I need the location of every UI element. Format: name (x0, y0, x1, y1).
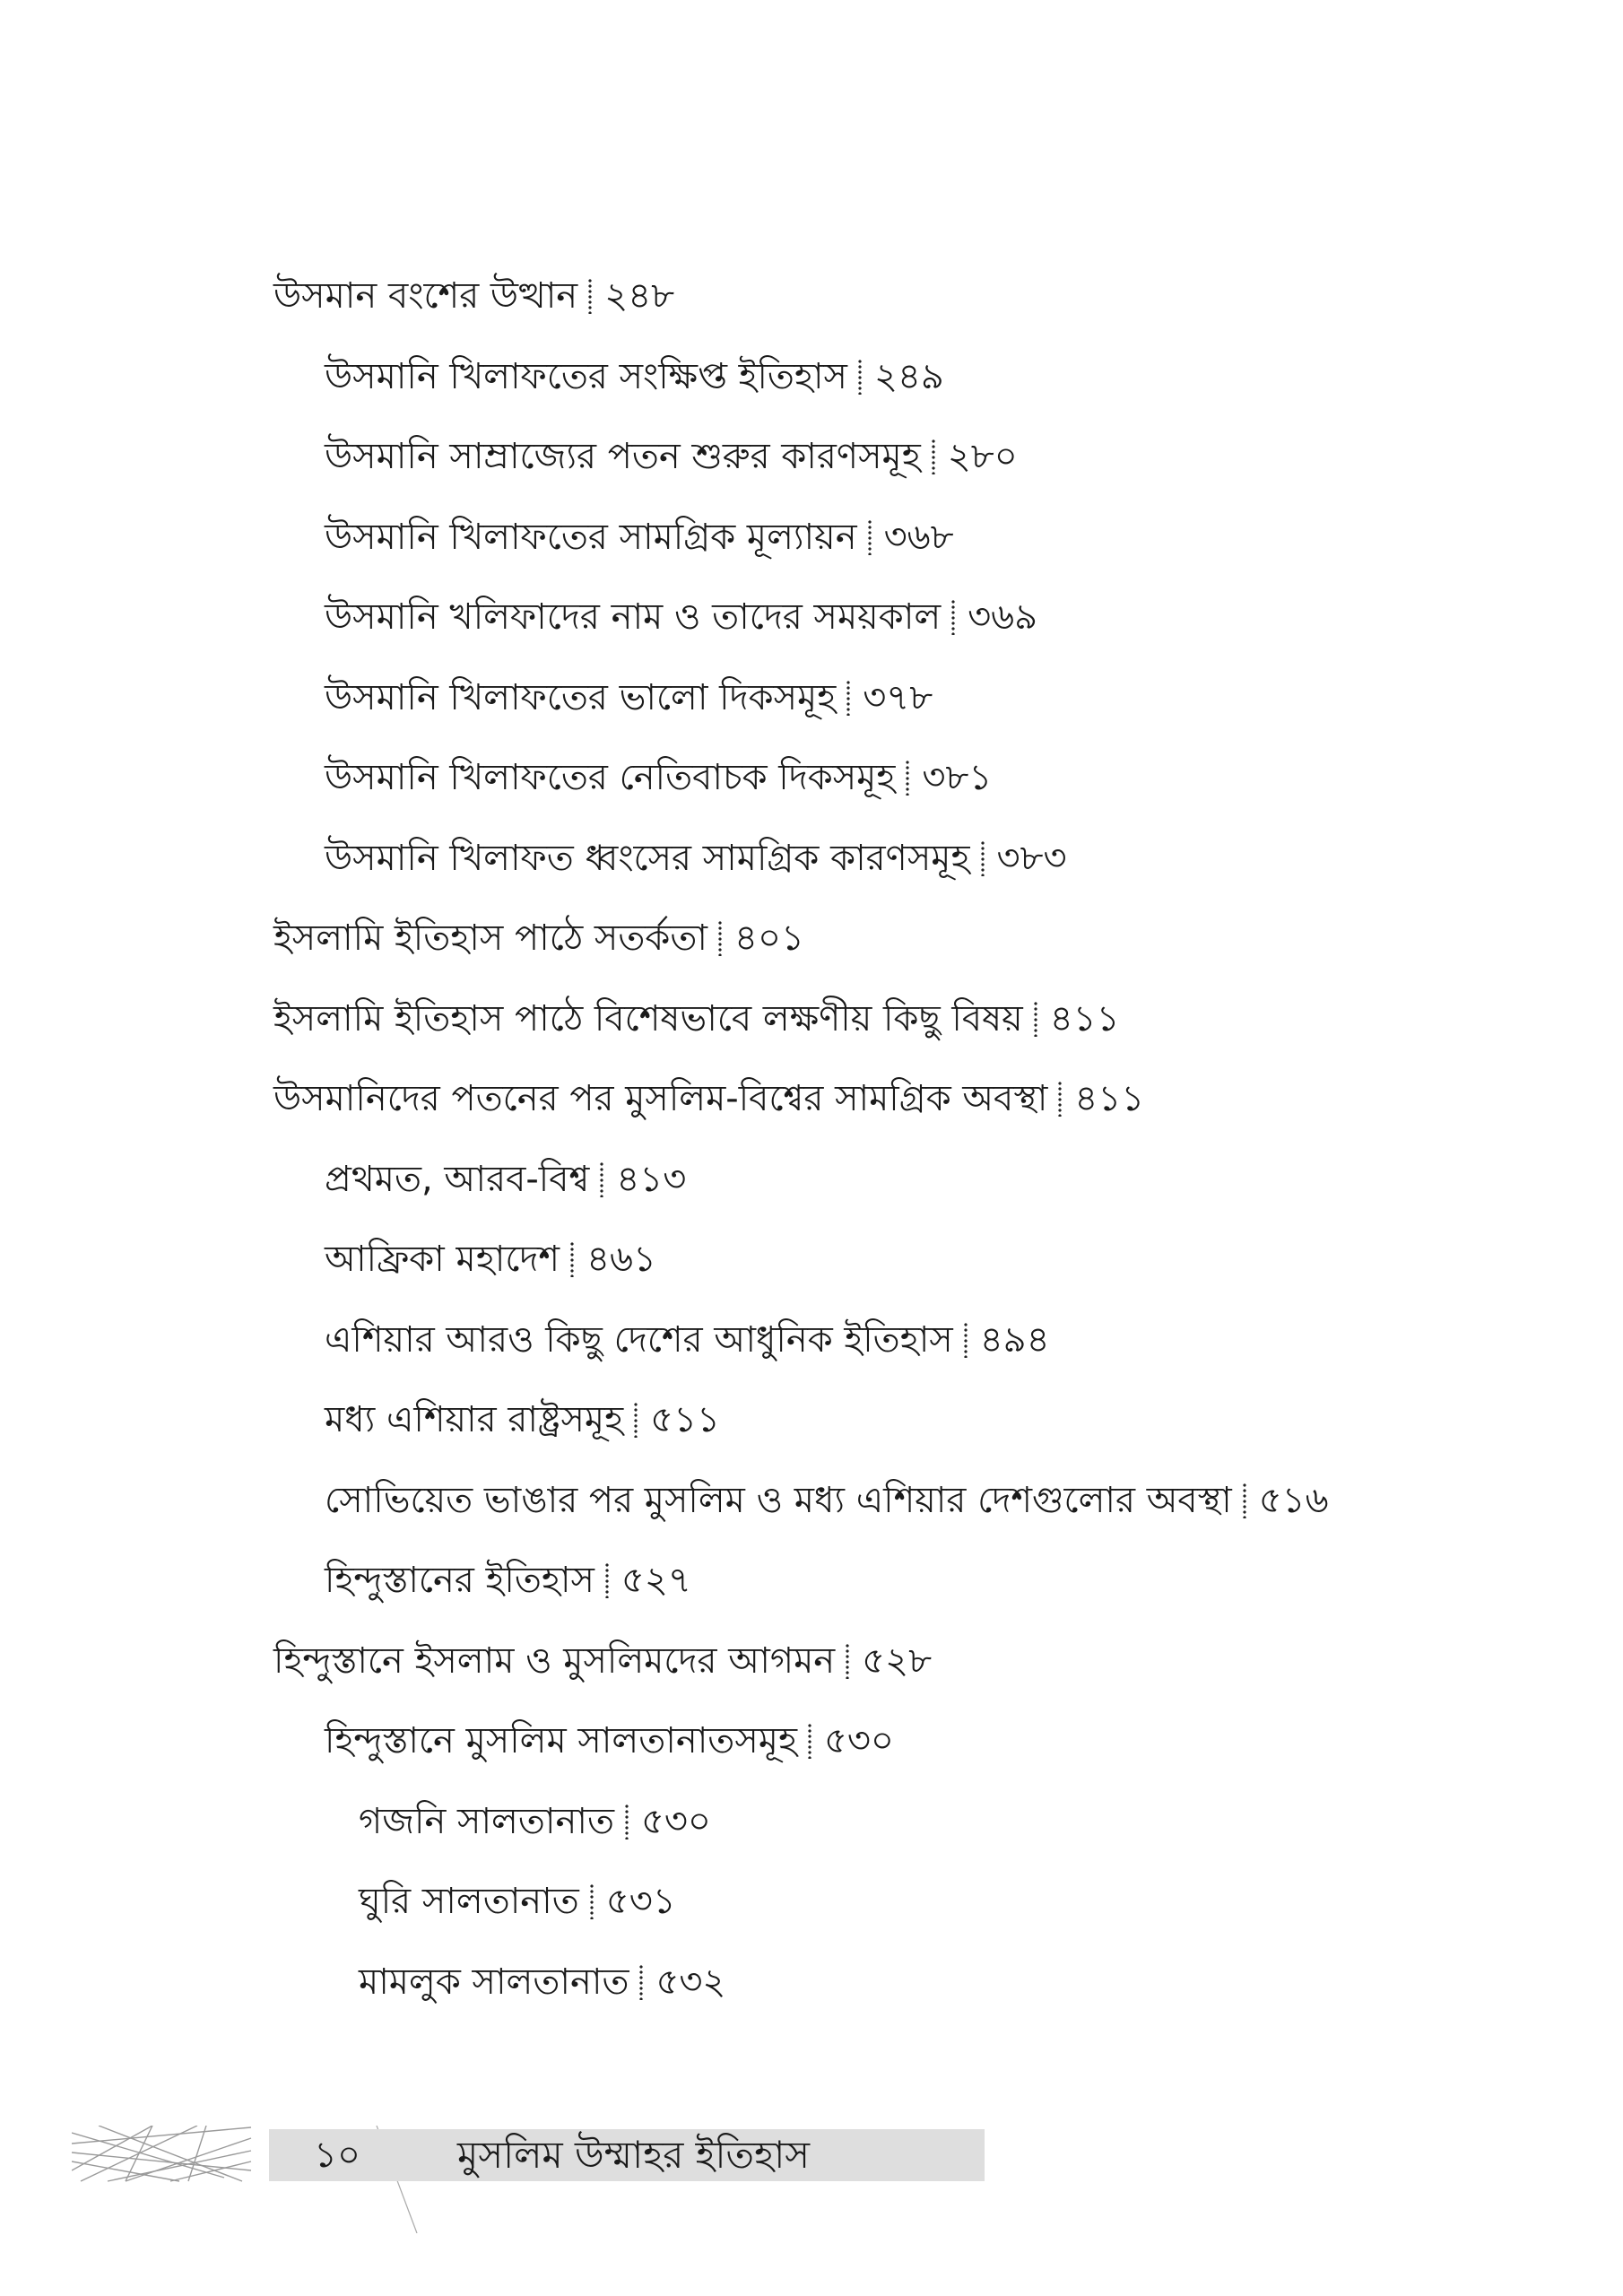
toc-entry (325, 833, 1067, 883)
dotted-separator-icon (600, 1161, 603, 1197)
dotted-separator-icon (634, 1402, 638, 1438)
toc-entry (273, 1636, 932, 1686)
toc-entry-title: উসমানি সাম্রাজ্যের পতন শুরুর কারণসমূহ (325, 436, 921, 477)
toc-entry (325, 352, 944, 402)
toc-entry-title: আফ্রিকা মহাদেশ (325, 1239, 560, 1280)
toc-entry-title: হিন্দুস্তানের ইতিহাস (325, 1560, 595, 1601)
toc-entry (273, 994, 1120, 1044)
toc-entry-title: মামলুক সালতানাত (359, 1961, 629, 2003)
toc-entry-page: ৫১১ (650, 1399, 720, 1440)
toc-entry (325, 1234, 656, 1284)
toc-entry (325, 1395, 720, 1445)
toc-entry-title: উসমানি খিলাফত ধ্বংসের সামগ্রিক কারণসমূহ (325, 837, 970, 879)
toc-entry (273, 1074, 1144, 1124)
toc-entry-page: ৩৬৮ (883, 516, 954, 558)
toc-entry-page: ২৪৮ (604, 275, 675, 317)
running-title: মুসলিম উম্মাহর ইতিহাস (457, 2133, 811, 2177)
toc-entry-page: ৩৮১ (922, 757, 993, 798)
toc-entry (359, 1957, 725, 2007)
toc-entry (359, 1876, 676, 1926)
toc-entry (359, 1796, 711, 1847)
page-footer (72, 2126, 915, 2181)
dotted-separator-icon (964, 1322, 968, 1358)
dotted-separator-icon (981, 840, 985, 876)
dotted-separator-icon (625, 1804, 629, 1839)
toc-entry (325, 1154, 686, 1205)
dotted-separator-icon (808, 1723, 812, 1759)
toc-entry-title: উসমানি খিলাফতের নেতিবাচক দিকসমূহ (325, 757, 896, 798)
toc-entry-page: ৪১৩ (616, 1158, 687, 1200)
toc-entry-page: ৪১১ (1049, 997, 1120, 1039)
toc-entry-page: ৫৩০ (823, 1720, 894, 1761)
toc-entry (273, 271, 674, 321)
dotted-separator-icon (906, 760, 909, 796)
toc-entry-title: প্রথমত, আরব-বিশ্ব (325, 1158, 590, 1200)
toc-entry (325, 1315, 1050, 1365)
dotted-separator-icon (932, 439, 935, 474)
toc-entry-page: ২৪৯ (873, 355, 944, 397)
toc-entry (273, 913, 804, 963)
dotted-separator-icon (858, 359, 862, 395)
dotted-separator-icon (588, 278, 592, 314)
toc-entry-page: ৪৯৪ (979, 1318, 1050, 1361)
toc-entry-title: উসমানি খলিফাদের নাম ও তাদের সময়কাল (325, 596, 942, 638)
toc-entry (325, 752, 992, 803)
toc-entry-page: ৫২৭ (621, 1560, 691, 1601)
dotted-separator-icon (846, 1643, 849, 1679)
toc-entry-page: ৪০১ (733, 918, 804, 959)
dotted-separator-icon (868, 519, 872, 555)
toc-entry-title: মধ্য এশিয়ার রাষ্ট্রসমূহ (325, 1399, 624, 1440)
toc-entry-title: ঘুরি সালতানাত (359, 1881, 579, 1922)
toc-entry (325, 673, 933, 723)
toc-entry-title: ইসলামি ইতিহাস পাঠে সতর্কতা (273, 918, 707, 959)
toc-entry-page: ৫৩১ (605, 1881, 676, 1922)
toc-entry-page: ৪১১ (1074, 1078, 1145, 1119)
dotted-separator-icon (846, 680, 850, 716)
dotted-separator-icon (1058, 1081, 1062, 1117)
dotted-separator-icon (590, 1883, 594, 1919)
toc-entry-title: সোভিয়েত ভাঙার পর মুসলিম ও মধ্য এশিয়ার দেশগুলোর অবস্থা (325, 1479, 1232, 1521)
toc-entry-title: উসমানি খিলাফতের সামগ্রিক মূল্যায়ন (325, 516, 857, 558)
toc-entry-page: ৫৩২ (655, 1961, 726, 2003)
toc-entry-title: উসমানি খিলাফতের ভালো দিকসমূহ (325, 676, 837, 718)
toc-entry (325, 1716, 894, 1766)
dotted-separator-icon (1034, 1001, 1037, 1037)
toc-entry-title: এশিয়ার আরও কিছু দেশের আধুনিক ইতিহাস (325, 1318, 953, 1361)
toc-entry-title: উসমানি খিলাফতের সংক্ষিপ্ত ইতিহাস (325, 355, 847, 397)
toc-entry (325, 1555, 691, 1605)
toc-entry-page: ৩৮৩ (996, 837, 1067, 879)
toc-entry-title: হিন্দুস্তানে ইসলাম ও মুসলিমদের আগমন (273, 1639, 836, 1682)
toc-entry-page: ৪৬১ (586, 1239, 656, 1280)
toc-entry-title: হিন্দুস্তানে মুসলিম সালতানাতসমূহ (325, 1720, 797, 1761)
toc-entry-page: ২৮০ (947, 436, 1018, 477)
dotted-separator-icon (570, 1241, 574, 1277)
dotted-separator-icon (605, 1562, 609, 1598)
dotted-separator-icon (951, 599, 955, 635)
page-number: ১০ (314, 2135, 360, 2176)
toc-entry-page: ৫১৬ (1258, 1479, 1329, 1521)
toc-entry-page: ৩৬৯ (968, 596, 1038, 638)
toc-entry-title: উসমানিদের পতনের পর মুসলিম-বিশ্বের সামগ্রিক অবস্থা (273, 1078, 1048, 1119)
toc-entry (325, 512, 954, 562)
toc-entry (325, 592, 1037, 642)
toc-entry-page: ৩৭৮ (863, 676, 933, 718)
toc-entry (325, 431, 1018, 482)
toc-entry-page: ৫২৮ (862, 1639, 933, 1682)
toc-entry-title: ইসলামি ইতিহাস পাঠে বিশেষভাবে লক্ষণীয় কিছু বিষয় (273, 997, 1023, 1039)
dotted-separator-icon (639, 1964, 643, 2000)
dotted-separator-icon (1243, 1483, 1246, 1518)
toc-entry-title: উসমান বংশের উত্থান (273, 275, 578, 317)
toc-entry-page: ৫৩০ (640, 1800, 711, 1842)
toc-entry-title: গজনি সালতানাত (359, 1800, 614, 1842)
dotted-separator-icon (718, 920, 722, 956)
toc-entry (325, 1475, 1329, 1526)
